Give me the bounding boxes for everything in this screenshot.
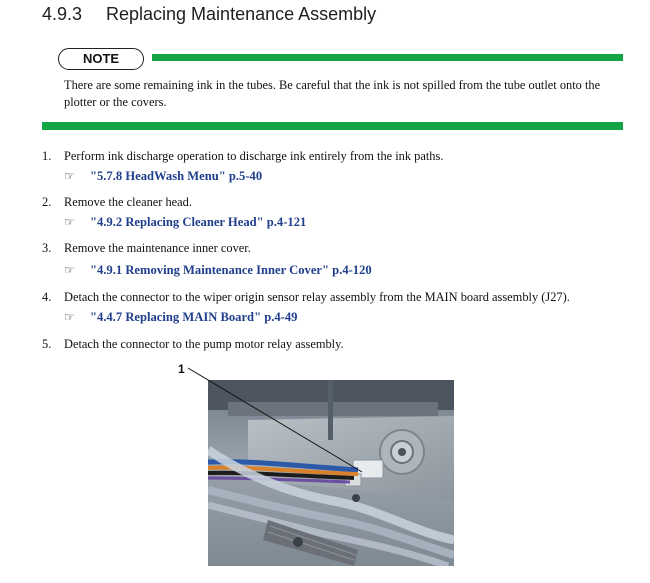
step-text: Perform ink discharge operation to discharge ink entirely from the ink paths. bbox=[64, 149, 444, 163]
note-header bbox=[58, 46, 623, 72]
step-4 bbox=[42, 289, 570, 305]
pointing-hand-icon: ☞ bbox=[64, 310, 75, 324]
section-heading bbox=[42, 4, 376, 25]
reference-link-4[interactable] bbox=[64, 309, 297, 325]
step-number: 2. bbox=[42, 195, 52, 209]
step-text: Remove the maintenance inner cover. bbox=[64, 241, 251, 255]
reference-link-3[interactable] bbox=[64, 262, 372, 278]
step-1 bbox=[42, 148, 443, 164]
pointing-hand-icon: ☞ bbox=[64, 263, 75, 277]
note-bottom-rule bbox=[42, 122, 623, 130]
photo-illustration bbox=[208, 380, 454, 566]
step-text: Remove the cleaner head. bbox=[64, 195, 192, 209]
step-text: Detach the connector to the wiper origin sensor relay assembly from the MAIN board assembly (J27). bbox=[64, 290, 570, 304]
reference-text: "4.9.1 Removing Maintenance Inner Cover" p.4-120 bbox=[90, 263, 372, 277]
section-title: Replacing Maintenance Assembly bbox=[106, 4, 377, 24]
note-badge: NOTE bbox=[58, 48, 144, 70]
step-2 bbox=[42, 194, 192, 210]
pointing-hand-icon: ☞ bbox=[64, 215, 75, 229]
step-text: Detach the connector to the pump motor relay assembly. bbox=[64, 337, 344, 351]
step-number: 1. bbox=[42, 149, 52, 163]
pointing-hand-icon: ☞ bbox=[64, 169, 75, 183]
note-top-rule bbox=[152, 54, 623, 61]
reference-text: "5.7.8 HeadWash Menu" p.5-40 bbox=[90, 169, 263, 183]
reference-text: "4.4.7 Replacing MAIN Board" p.4-49 bbox=[90, 310, 298, 324]
callout-number: 1 bbox=[178, 362, 185, 376]
step-5 bbox=[42, 336, 344, 352]
step-3 bbox=[42, 240, 251, 256]
step-number: 4. bbox=[42, 290, 52, 304]
maintenance-assembly-photo bbox=[208, 380, 454, 566]
section-number: 4.9.3 bbox=[42, 4, 83, 24]
step-number: 5. bbox=[42, 337, 52, 351]
step-number: 3. bbox=[42, 241, 52, 255]
note-text: There are some remaining ink in the tubes. Be careful that the ink is not spilled from the tube outlet onto the plotter or the covers. bbox=[64, 78, 601, 109]
reference-link-1[interactable] bbox=[64, 168, 262, 184]
reference-text: "4.9.2 Replacing Cleaner Head" p.4-121 bbox=[90, 215, 307, 229]
reference-link-2[interactable] bbox=[64, 214, 306, 230]
